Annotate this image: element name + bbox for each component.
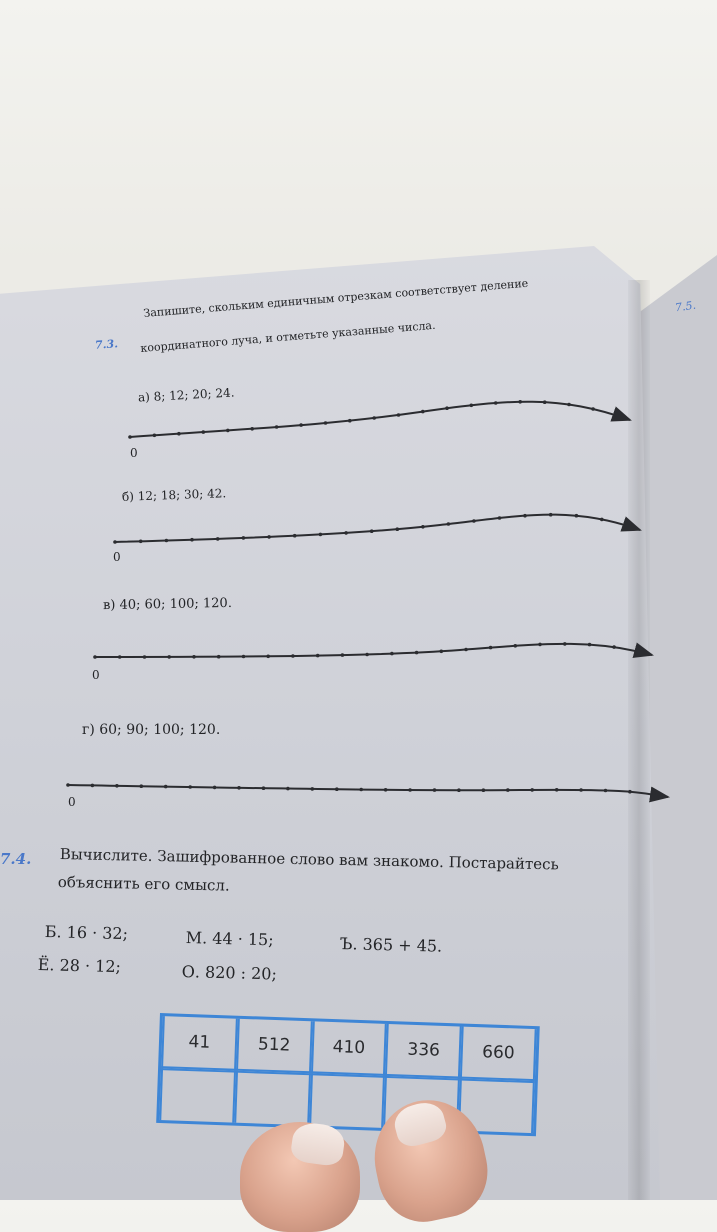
ray-division-mark	[567, 403, 571, 407]
ray-division-mark	[482, 788, 486, 792]
ray-division-mark	[140, 784, 144, 788]
ray-division-mark	[242, 536, 246, 540]
cipher-letter-cell[interactable]	[234, 1071, 311, 1126]
ray-division-mark	[372, 416, 376, 420]
next-page-task-number: 7.5.	[674, 298, 697, 315]
ray-division-mark	[433, 788, 437, 792]
expression-yo: Ё. 28 · 12;	[37, 955, 122, 977]
ray-division-mark	[628, 790, 632, 794]
ray-division-mark	[190, 538, 194, 542]
ray-division-mark	[370, 529, 374, 533]
expression-o: О. 820 : 20;	[181, 962, 278, 984]
ray-division-mark	[213, 786, 217, 790]
ray-division-mark	[341, 653, 345, 657]
ray-a-origin-label: 0	[130, 446, 138, 460]
ray-division-mark	[498, 516, 502, 520]
ray-division-mark	[66, 783, 70, 787]
ray-division-mark	[575, 514, 579, 518]
ray-division-mark	[139, 540, 143, 544]
cipher-number-cell: 336	[385, 1024, 462, 1079]
ray-division-mark	[625, 524, 629, 528]
ray-division-mark	[563, 642, 567, 646]
ray-division-mark	[588, 643, 592, 647]
ray-division-mark	[128, 435, 132, 439]
ray-division-mark	[615, 414, 619, 418]
ray-division-mark	[177, 432, 181, 436]
ray-division-mark	[637, 650, 641, 654]
expression-m: М. 44 · 15;	[185, 928, 274, 950]
ray-division-mark	[319, 533, 323, 537]
ray-division-mark	[348, 419, 352, 423]
ray-division-mark	[242, 655, 246, 659]
ray-division-mark	[457, 788, 461, 792]
ray-division-mark	[506, 788, 510, 792]
ray-division-mark	[514, 644, 518, 648]
ray-division-mark	[543, 400, 547, 404]
ray-division-mark	[153, 434, 157, 438]
ray-division-mark	[604, 789, 608, 793]
ray-division-mark	[217, 655, 221, 659]
task-7-3-number: 7.3.	[94, 337, 119, 352]
ray-division-mark	[250, 427, 254, 431]
ray-a-label: а) 8; 12; 20; 24.	[137, 385, 235, 405]
ray-division-mark	[226, 429, 230, 433]
ray-division-mark	[202, 430, 206, 434]
ray-division-mark	[216, 537, 220, 541]
ray-division-mark	[652, 793, 656, 797]
task-7-4-number: 7.4.	[0, 850, 32, 868]
task-7-3-instruction-line-2: координатного луча, и отметьте указанные числа.	[140, 318, 436, 355]
ray-division-mark	[396, 527, 400, 531]
ray-division-mark	[293, 534, 297, 538]
ray-division-mark	[275, 425, 279, 429]
ray-division-mark	[397, 413, 401, 417]
ray-division-mark	[316, 654, 320, 658]
ray-division-mark	[591, 407, 595, 411]
ray-division-mark	[286, 787, 290, 791]
coordinate-ray-g	[68, 785, 668, 797]
ray-division-mark	[267, 535, 271, 539]
ray-division-mark	[113, 540, 117, 544]
cipher-table	[156, 1013, 540, 1136]
ray-division-mark	[91, 784, 95, 788]
cipher-number-cell: 512	[236, 1019, 313, 1074]
ray-division-mark	[518, 400, 522, 404]
cipher-number-cell: 660	[460, 1027, 537, 1082]
ray-division-mark	[344, 531, 348, 535]
ray-division-mark	[359, 788, 363, 792]
ray-g-origin-label: 0	[68, 795, 76, 809]
ray-division-mark	[311, 787, 315, 791]
ray-division-mark	[445, 406, 449, 410]
ray-g-label: г) 60; 90; 100; 120.	[82, 722, 221, 738]
ray-division-mark	[165, 539, 169, 543]
coordinate-ray-b	[115, 515, 640, 542]
ray-division-mark	[470, 404, 474, 408]
ray-division-mark	[421, 525, 425, 529]
ray-division-mark	[464, 648, 468, 652]
ray-division-mark	[421, 410, 425, 414]
ray-v-label: в) 40; 60; 100; 120.	[102, 595, 233, 614]
ray-division-mark	[115, 784, 119, 788]
task-7-4-instruction-line-2: объяснить его смысл.	[57, 873, 230, 895]
cipher-letter-cell[interactable]	[309, 1073, 386, 1128]
ray-division-mark	[538, 643, 542, 647]
ray-division-mark	[335, 787, 339, 791]
ray-division-mark	[365, 653, 369, 657]
cipher-number-cell: 41	[161, 1016, 238, 1071]
ray-division-mark	[237, 786, 241, 790]
ray-division-mark	[523, 514, 527, 518]
ray-division-mark	[530, 788, 534, 792]
ray-division-mark	[384, 788, 388, 792]
ray-division-mark	[472, 519, 476, 523]
ray-division-mark	[390, 652, 394, 656]
ray-b-label: б) 12; 18; 30; 42.	[121, 486, 227, 504]
expression-hard-sign: Ъ. 365 + 45.	[339, 934, 443, 956]
ray-division-mark	[262, 786, 266, 790]
ray-v-origin-label: 0	[92, 668, 100, 682]
ray-division-mark	[164, 785, 168, 789]
ray-division-mark	[291, 654, 295, 658]
ray-division-mark	[447, 522, 451, 526]
ray-division-mark	[188, 785, 192, 789]
coordinate-ray-v	[95, 644, 652, 657]
ray-division-mark	[192, 655, 196, 659]
ray-division-mark	[440, 650, 444, 654]
ray-division-mark	[93, 655, 97, 659]
ray-division-mark	[489, 646, 493, 650]
ray-division-mark	[600, 518, 604, 522]
ray-division-mark	[494, 401, 498, 405]
cipher-number-cell: 410	[311, 1021, 388, 1076]
ray-division-mark	[324, 421, 328, 425]
ray-division-mark	[415, 651, 419, 655]
task-7-3-instruction-line-1: Запишите, скольким единичным отрезкам соответствует деление	[143, 276, 529, 320]
expression-b: Б. 16 · 32;	[44, 922, 129, 944]
ray-division-mark	[549, 513, 553, 517]
ray-division-mark	[299, 423, 303, 427]
ray-division-mark	[408, 788, 412, 792]
ray-division-mark	[167, 655, 171, 659]
ray-division-mark	[118, 655, 122, 659]
ray-division-mark	[579, 788, 583, 792]
ray-division-mark	[266, 655, 270, 659]
ray-division-mark	[612, 645, 616, 649]
ray-b-origin-label: 0	[113, 550, 121, 564]
ray-division-mark	[143, 655, 147, 659]
ray-division-mark	[555, 788, 559, 792]
cipher-letter-cell[interactable]	[159, 1068, 236, 1123]
ray-division-marks	[66, 400, 656, 797]
task-7-4-instruction-line-1: Вычислите. Зашифрованное слово вам знакомо. Постарайтесь	[59, 845, 559, 874]
